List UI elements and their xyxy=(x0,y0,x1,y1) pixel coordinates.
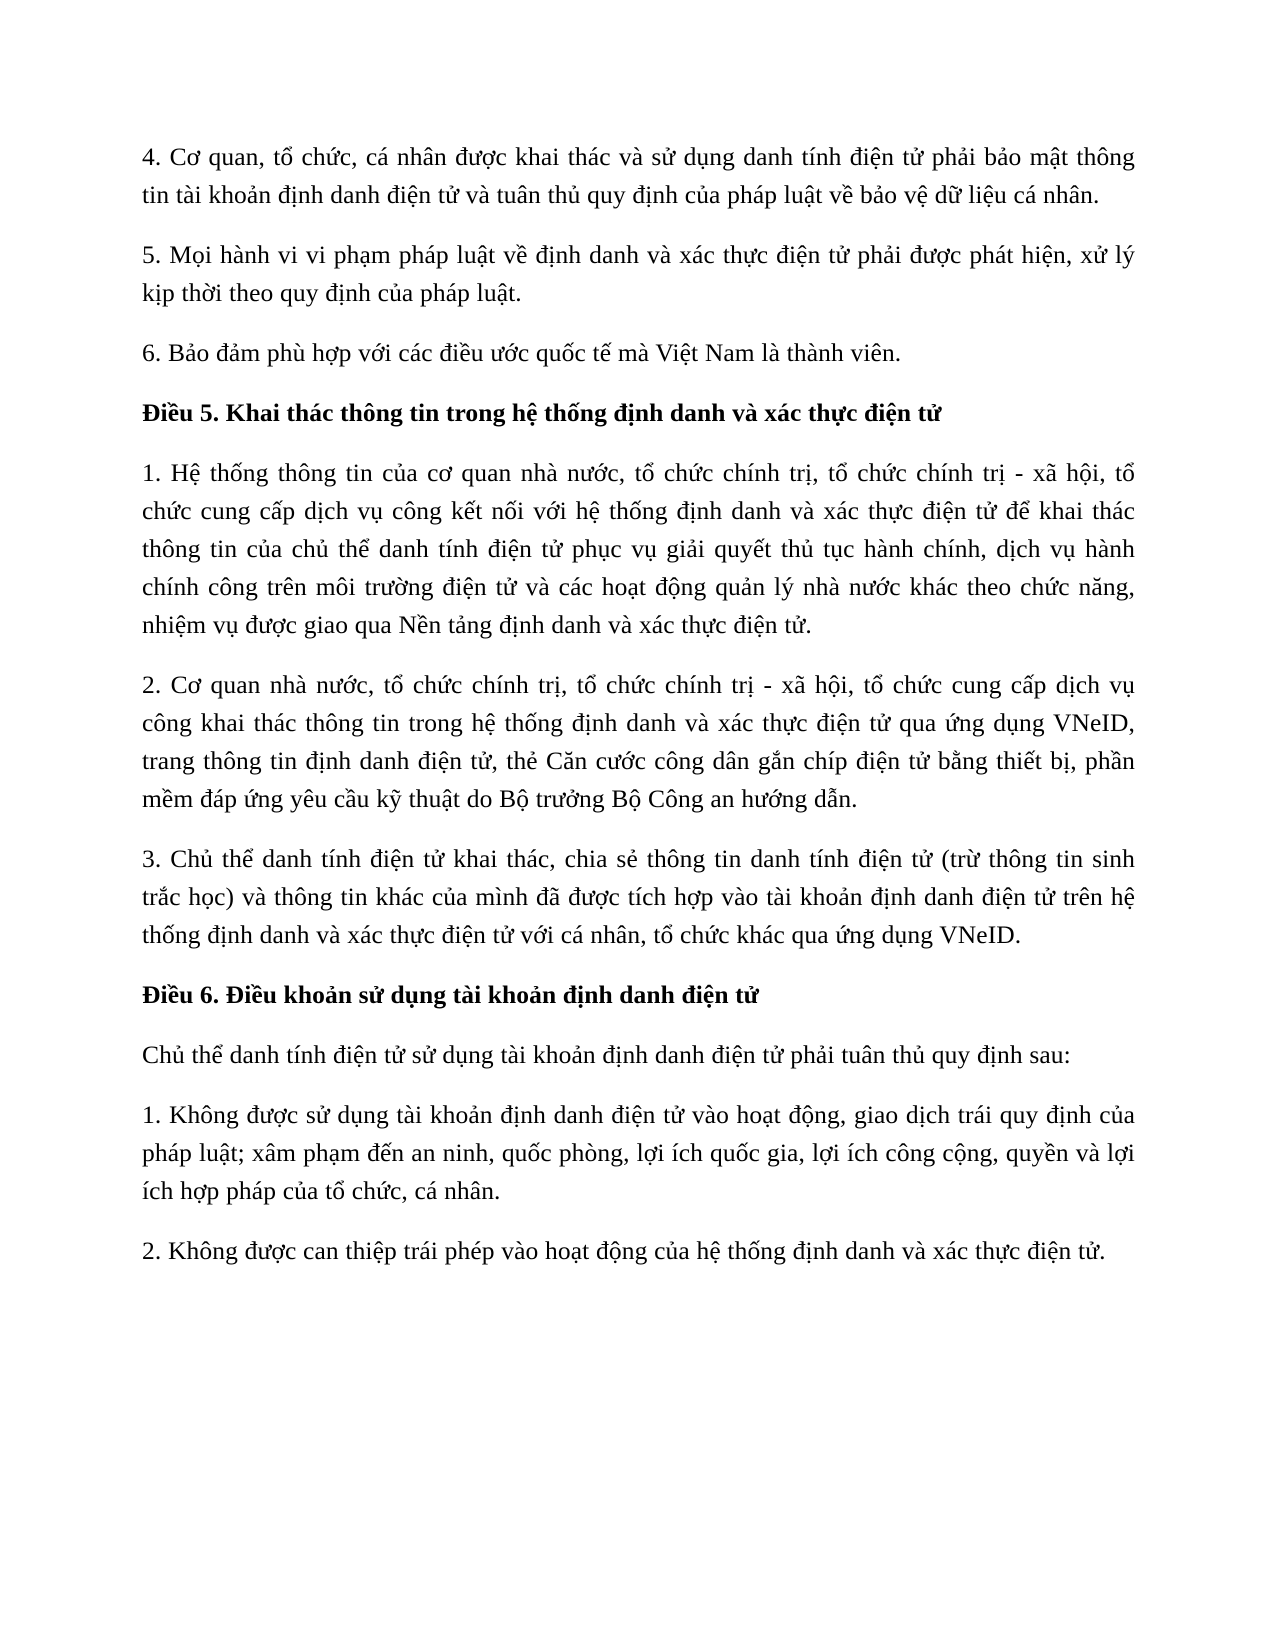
paragraph-article-6-intro: Chủ thể danh tính điện tử sử dụng tài khoản định danh điện tử phải tuân thủ quy định sau: xyxy=(142,1040,1071,1069)
paragraph-clause-6: 6. Bảo đảm phù hợp với các điều ước quốc tế mà Việt Nam là thành viên. xyxy=(142,338,902,367)
paragraph-clause-4: 4. Cơ quan, tổ chức, cá nhân được khai thác và sử dụng danh tính điện tử phải bảo mật thông tin tài khoản định danh điện tử và tuân thủ quy định của pháp luật về bảo vệ dữ liệu cá nhân. xyxy=(142,142,1135,209)
document-body xyxy=(142,138,1135,1270)
paragraph-article-6-clause-2: 2. Không được can thiệp trái phép vào hoạt động của hệ thống định danh và xác thực điện tử. xyxy=(142,1236,1106,1265)
paragraph-article-5-clause-2: 2. Cơ quan nhà nước, tổ chức chính trị, tổ chức chính trị - xã hội, tổ chức cung cấp dịch vụ công khai thác thông tin trong hệ thống định danh và xác thực điện tử qua ứng dụng VNeID, trang thông tin định danh điện tử, thẻ Căn cước công dân gắn chíp điện tử bằng thiết bị, phần mềm đáp ứng yêu cầu kỹ thuật do Bộ trưởng Bộ Công an hướng dẫn. xyxy=(142,670,1135,813)
heading-article-6: Điều 6. Điều khoản sử dụng tài khoản định danh điện tử xyxy=(142,980,760,1009)
paragraph-article-6-clause-1: 1. Không được sử dụng tài khoản định danh điện tử vào hoạt động, giao dịch trái quy định của pháp luật; xâm phạm đến an ninh, quốc phòng, lợi ích quốc gia, lợi ích công cộng, quyền và lợi ích hợp pháp của tổ chức, cá nhân. xyxy=(142,1100,1135,1205)
paragraph-article-5-clause-1: 1. Hệ thống thông tin của cơ quan nhà nước, tổ chức chính trị, tổ chức chính trị - xã hội, tổ chức cung cấp dịch vụ công kết nối với hệ thống định danh và xác thực điện tử để khai thác thông tin của chủ thể danh tính điện tử phục vụ giải quyết thủ tục hành chính, dịch vụ hành chính công trên môi trường điện tử và các hoạt động quản lý nhà nước khác theo chức năng, nhiệm vụ được giao qua Nền tảng định danh và xác thực điện tử. xyxy=(142,458,1135,639)
paragraph-clause-5: 5. Mọi hành vi vi phạm pháp luật về định danh và xác thực điện tử phải được phát hiện, xử lý kịp thời theo quy định của pháp luật. xyxy=(142,240,1135,307)
paragraph-article-5-clause-3: 3. Chủ thể danh tính điện tử khai thác, chia sẻ thông tin danh tính điện tử (trừ thông tin sinh trắc học) và thông tin khác của mình đã được tích hợp vào tài khoản định danh điện tử trên hệ thống định danh và xác thực điện tử với cá nhân, tổ chức khác qua ứng dụng VNeID. xyxy=(142,844,1135,949)
heading-article-5: Điều 5. Khai thác thông tin trong hệ thống định danh và xác thực điện tử xyxy=(142,398,942,427)
